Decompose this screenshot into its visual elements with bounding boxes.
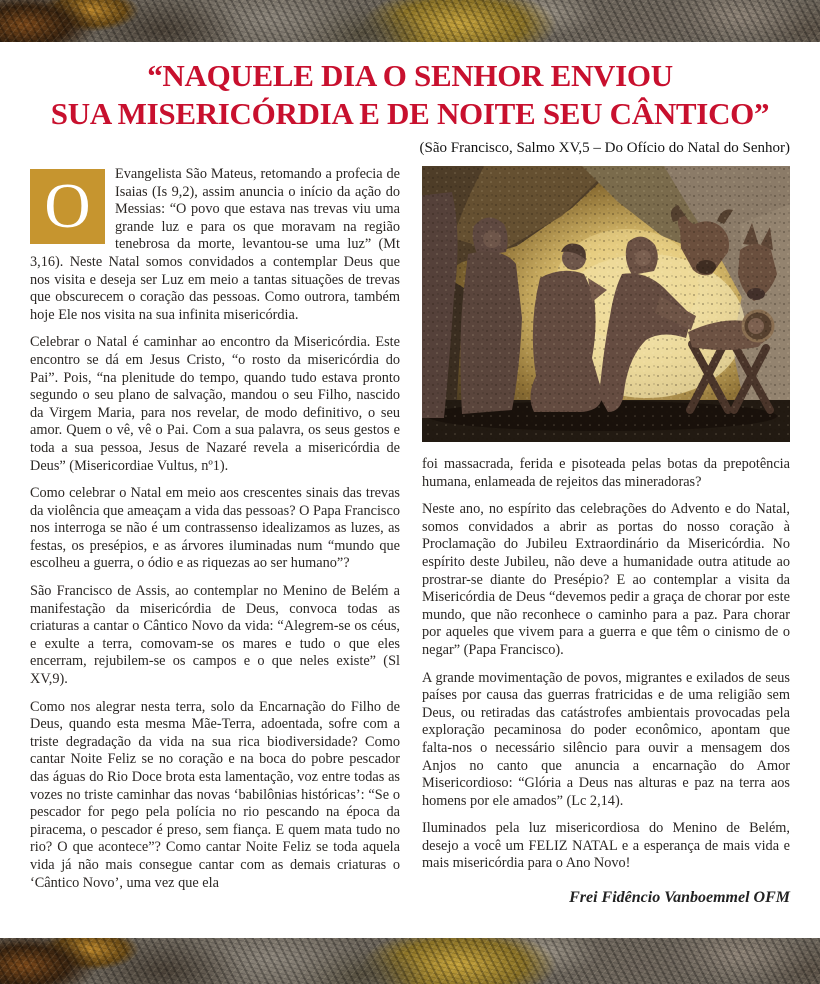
title-citation: (São Francisco, Salmo XV,5 – Do Ofício do Natal do Senhor) — [419, 140, 790, 156]
nativity-stone-carving-illustration — [422, 166, 790, 442]
title-line-1: “NAQUELE DIA O SENHOR ENVIOU — [147, 58, 673, 93]
paragraph: Como celebrar o Natal em meio aos crescentes sinais das trevas da violência que ameaçam a vida das pessoas? O Papa Francisco nos interroga se não é um contrassenso idealizamos as luzes, as festas, os presépios, e as árvores iluminadas num “mundo que escolheu a guerra, o ódio e as riquezas ao ser humano”? — [30, 485, 400, 572]
paragraph-lead — [30, 166, 400, 324]
paragraph: Iluminados pela luz misericordiosa do Menino de Belém, desejo a você um FELIZ NATAL e a esperança de mais vida e mais misericórdia para o Ano Novo! — [422, 820, 790, 872]
nativity-image — [422, 166, 790, 442]
right-column — [422, 166, 790, 907]
author-signature: Frei Fidêncio Vanboemmel OFM — [569, 889, 790, 907]
paragraph: São Francisco de Assis, ao contemplar no Menino de Belém a manifestação da misericórdia de Deus, convoca todas as criaturas a cantar o Cântico Novo da vida: “Alegrem-se os céus, e exulte a terra, comovam-se os mares e tudo o que eles encerram, rejubilem-se os campos e o que neles existe” (Sl XV,9). — [30, 583, 400, 688]
paragraph: Celebrar o Natal é caminhar ao encontro da Misericórdia. Este encontro se dá em Jesus Cristo, “o rosto da misericórdia do Pai”. Pois, “na plenitude do tempo, quando tudo estava pronto segundo o seu plano de salvação, mandou o seu Filho, nascido da Virgem Maria, para nos revelar, de modo definitivo, o seu amor. Quem o vê, vê o Pai. Com a sua palavra, os seus gestos e toda a sua pessoa, Jesus de Nazaré revela a misericórdia de Deus” (Misericordiae Vultus, nº1). — [30, 334, 400, 474]
page-title — [30, 57, 790, 133]
two-column-layout — [30, 166, 790, 907]
rock-texture-banner-top — [0, 0, 820, 42]
paragraph: A grande movimentação de povos, migrantes e exilados de seus países por causa das guerras fratricidas e de uma religião sem Deus, ou retiradas das catástrofes ambientais provocadas pela exploração pecaminosa do poder econômico, apontam que falta-nos o necessário silêncio para ouvir a mensagem dos Anjos no canto que anuncia a encarnação do Amor Misericordioso: “Glória a Deus nas alturas e paz na terra aos homens por ele amados” (Lc 2,14). — [422, 669, 790, 809]
paragraph: Neste ano, no espírito das celebrações do Advento e do Natal, somos convidados a abrir as portas do nosso coração à Proclamação do Jubileu Extraordinário da Misericórdia. No espírito deste Jubileu, não deve a humanidade outra atitude ao prostrar-se diante do Presépio? E ao contemplar a visita da Misericórdia de Deus “devemos pedir a graça de chorar por este mundo, que não reconhece o caminho para a paz. Para chorar por aqueles que vivem para a guerra e que têm o cinismo de o negar” (Papa Francisco). — [422, 501, 790, 658]
left-column — [30, 166, 400, 907]
rock-texture-banner-bottom — [0, 938, 820, 984]
lead-paragraph-text: Evangelista São Mateus, retomando a profecia de Isaias (Is 9,2), assim anuncia o início da ação do Messias: “O povo que estava nas trevas viu uma grande luz e para os que moravam na região tenebrosa da morte, levantou-se uma luz” (Mt 3,16). Neste Natal somos convidados a contemplar Deus que nos visita e deseja ser Luz em meio a tantas situações de trevas que obscurecem o coração das pessoas. Como outrora, também hoje Ele nos visita na sua infinita misericórdia. — [30, 166, 400, 323]
page-content — [0, 42, 820, 907]
title-line-2: SUA MISERICÓRDIA E DE NOITE SEU CÂNTICO” — [50, 96, 770, 131]
paragraph: Como nos alegrar nesta terra, solo da Encarnação do Filho de Deus, quando esta mesma Mãe-Terra, adoentada, sofre com a triste degradação da vida na sua rica biodiversidade? Como cantar Noite Feliz se no coração e na boca do pobre pescador das águas do Rio Doce brota esta lamentação, voz entre todas as vozes no triste caminhar das novas ‘babilônias históricas’: “Se o pescador for pego pela polícia no rio pescando na época da piracema, o pescador é preso, sem fiança. E quem mata tudo no rio? O que acontece”? Como cantar Noite Feliz se toda aquela vida já não mais consegue cantar com as demais criaturas o ‘Cântico Novo’, uma vez que ela — [30, 698, 400, 891]
paragraph: foi massacrada, ferida e pisoteada pelas botas da prepotência humana, enlameada de rejeitos das mineradoras? — [422, 456, 790, 490]
drop-cap: O — [30, 169, 105, 244]
